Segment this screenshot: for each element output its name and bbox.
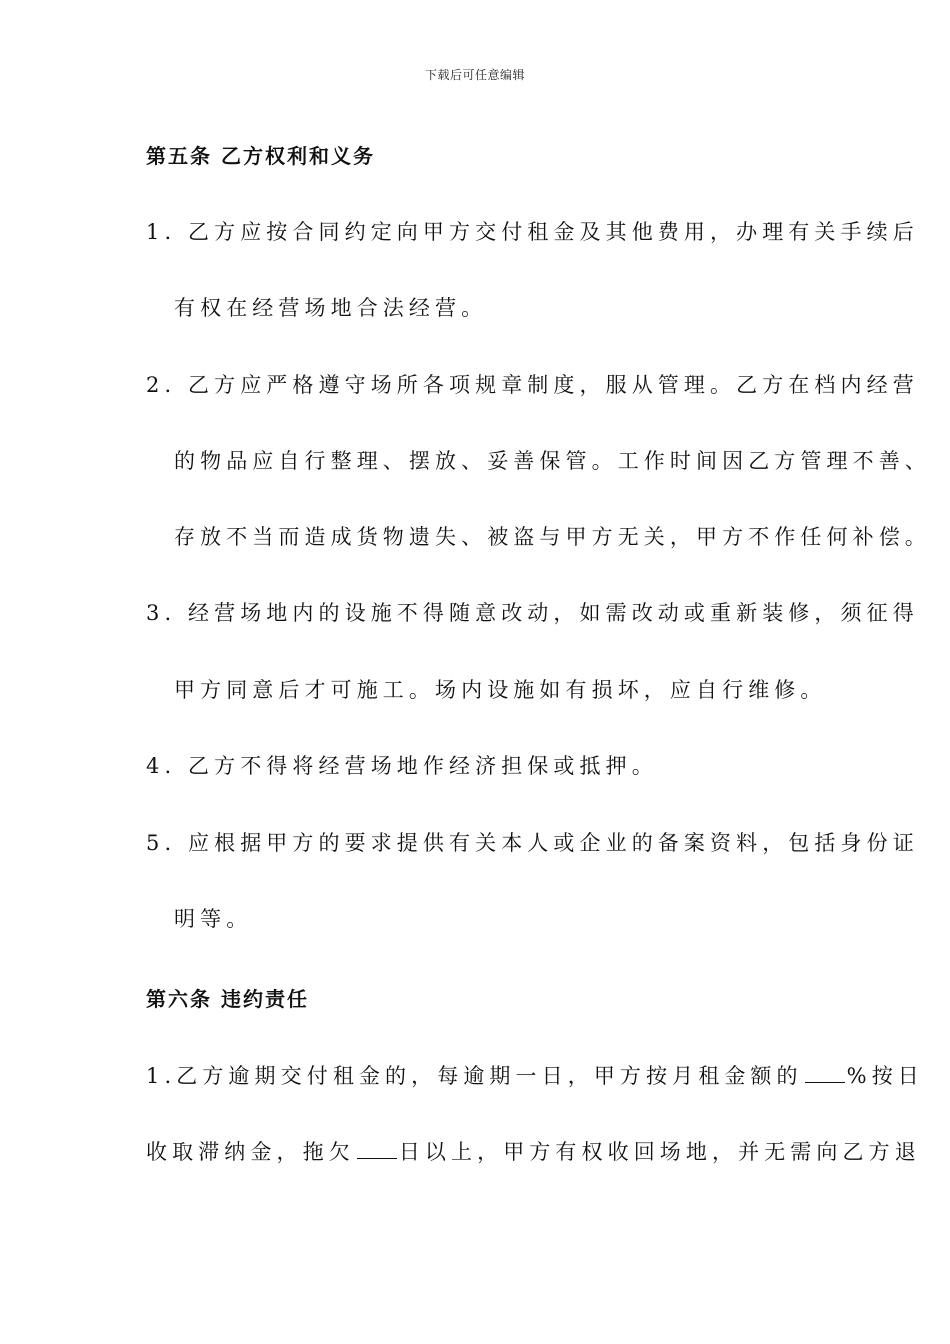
page-header: 下载后可任意编辑 bbox=[424, 68, 525, 82]
section-5-item-3-line-1: 3. 经营场地内的设施不得随意改动，如需改动或重新装修，须征得 bbox=[146, 601, 919, 625]
section-6-text-part: 日以上，甲方有权收回场地，并无需向乙方退 bbox=[398, 1140, 921, 1164]
section-5-item-5-line-1: 5. 应根据甲方的要求提供有关本人或企业的备案资料，包括身份证 bbox=[146, 831, 919, 855]
section-5-item-4-line-1: 4. 乙方不得将经营场地作经济担保或抵押。 bbox=[146, 754, 658, 778]
section-5-item-2-line-3: 存放不当而造成货物遗失、被盗与甲方无关，甲方不作任何补偿。 bbox=[174, 525, 931, 549]
section-5-item-5-line-2: 明等。 bbox=[174, 907, 253, 931]
section-5-item-2-line-2: 的物品应自行整理、摆放、妥善保管。工作时间因乙方管理不善、 bbox=[174, 449, 931, 473]
section-6-text-part: 收取滞纳金，拖欠 bbox=[146, 1140, 355, 1164]
fill-in-blank-days[interactable] bbox=[357, 1137, 397, 1159]
section-5-item-3-line-2: 甲方同意后才可施工。场内设施如有损坏，应自行维修。 bbox=[174, 678, 827, 702]
section-5-item-2-line-1: 2. 乙方应严格遵守场所各项规章制度，服从管理。乙方在档内经营 bbox=[146, 373, 919, 397]
fill-in-blank-percent[interactable] bbox=[805, 1061, 845, 1083]
section-5-item-1-line-2: 有权在经营场地合法经营。 bbox=[174, 296, 488, 320]
section-6-para-line-2 bbox=[146, 1136, 921, 1166]
section-6-title: 第六条 违约责任 bbox=[146, 987, 309, 1011]
section-6-text-part: %按日 bbox=[846, 1064, 924, 1088]
section-6-text-part: 1.乙方逾期交付租金的，每逾期一日，甲方按月租金额的 bbox=[146, 1064, 803, 1088]
section-6-para-line-1 bbox=[146, 1060, 924, 1090]
section-5-title: 第五条 乙方权利和义务 bbox=[146, 144, 375, 168]
section-5-item-1-line-1: 1. 乙方应按合同约定向甲方交付租金及其他费用，办理有关手续后 bbox=[146, 220, 919, 244]
